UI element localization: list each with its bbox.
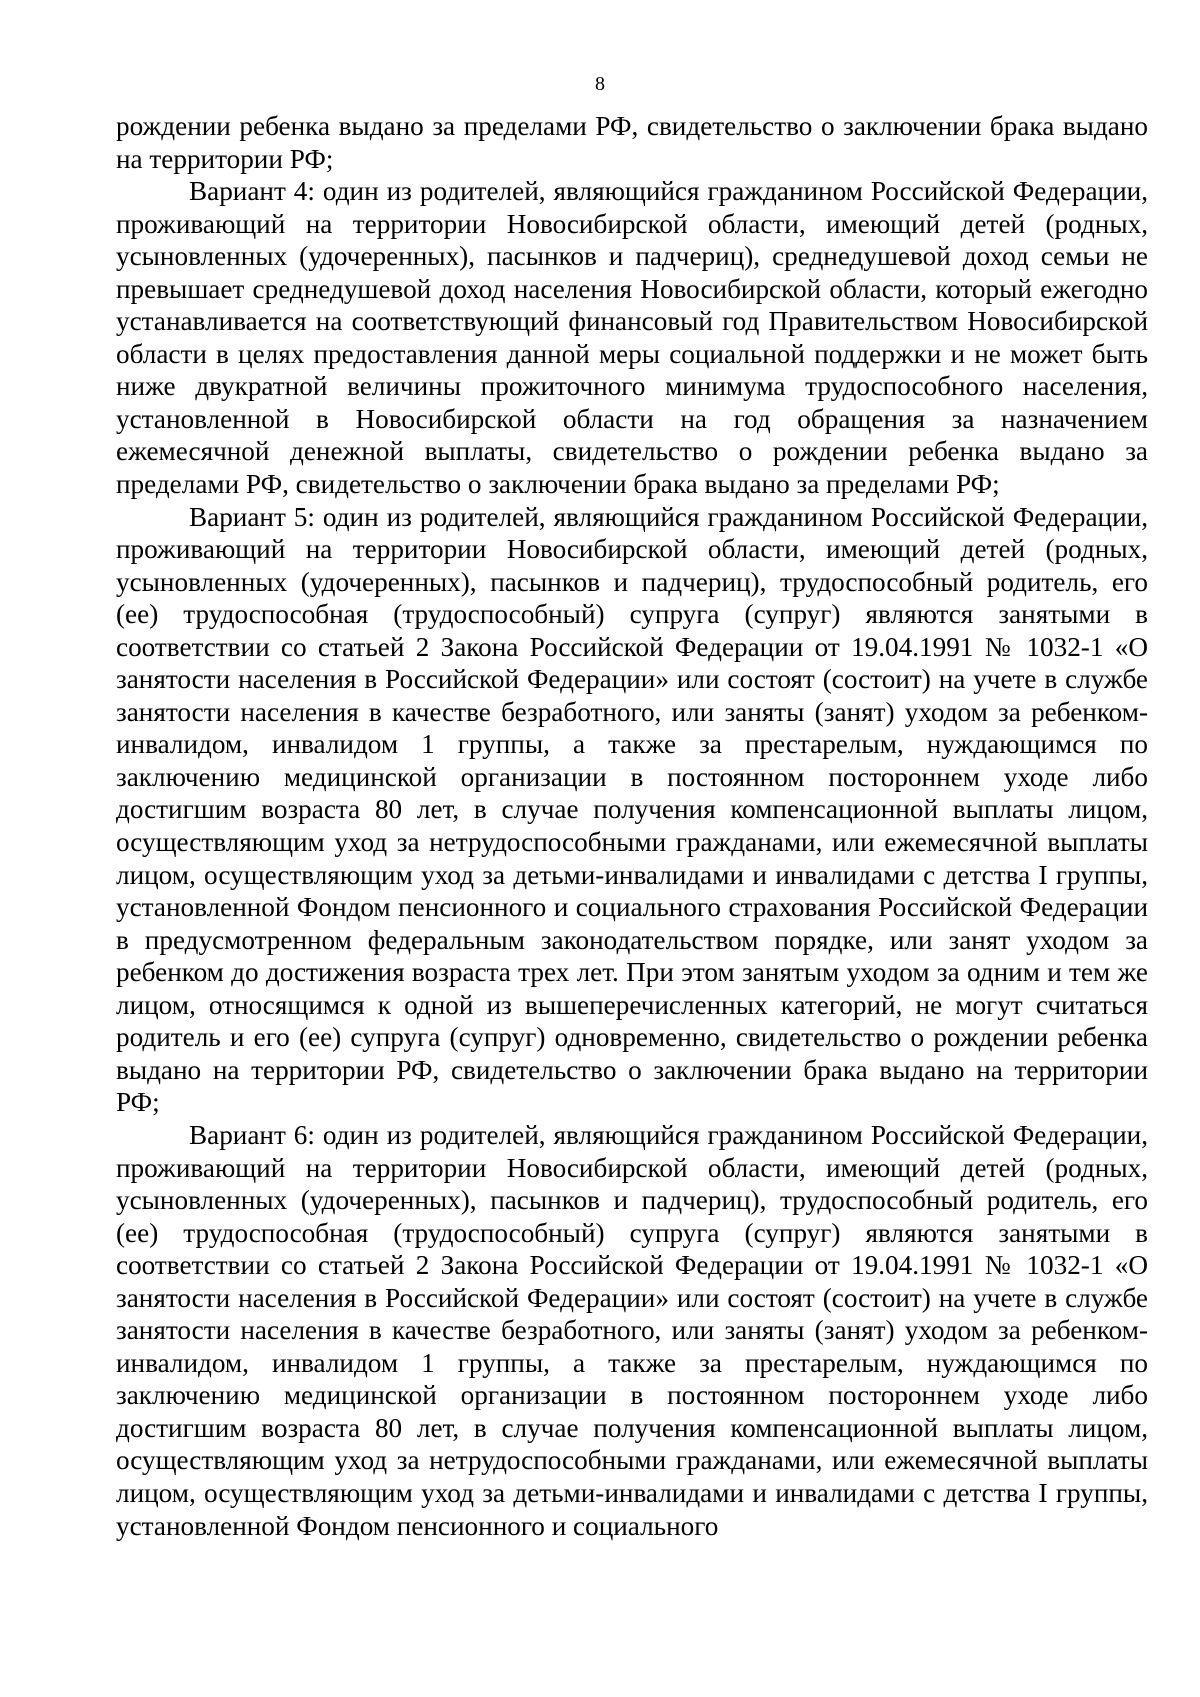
page-number: 8 (595, 73, 605, 95)
paragraph-continuation: рождении ребенка выдано за пределами РФ, свидетельство о заключении брака выдано на территории РФ; (116, 111, 1148, 174)
paragraph-variant-6: Вариант 6: один из родителей, являющийся гражданином Российской Федерации, проживающий на территории Новосибирской области, имеющий детей (родных, усыновленных (удочеренных), пасынков и падчериц), трудоспособный родитель, его (ее) трудоспособная (трудоспособный) супруга (супруг) являются занятыми в соответствии со статьей 2 Закона Российской Федерации от 19.04.1991 № 1032-1 «О занятости населения в Российской Федерации» или состоят (состоит) на учете в службе занятости населения в качестве безработного, или заняты (занят) уходом за ребенком-инвалидом, инвалидом 1 группы, а также за престарелым, нуждающимся по заключению медицинской организации в постоянном постороннем уходе либо достигшим возраста 80 лет, в случае получения компенсационной выплаты лицом, осуществляющим уход за нетрудоспособными гражданами, или ежемесячной выплаты лицом, осуществляющим уход за детьми-инвалидами и инвалидами с детства I группы, установленной Фондом пенсионного и социального (116, 1119, 1148, 1541)
paragraph-variant-5: Вариант 5: один из родителей, являющийся гражданином Российской Федерации, проживающий на территории Новосибирской области, имеющий детей (родных, усыновленных (удочеренных), пасынков и падчериц), трудоспособный родитель, его (ее) трудоспособная (трудоспособный) супруга (супруг) являются занятыми в соответствии со статьей 2 Закона Российской Федерации от 19.04.1991 № 1032-1 «О занятости населения в Российской Федерации» или состоят (состоит) на учете в службе занятости населения в качестве безработного, или заняты (занят) уходом за ребенком-инвалидом, инвалидом 1 группы, а также за престарелым, нуждающимся по заключению медицинской организации в постоянном постороннем уходе либо достигшим возраста 80 лет, в случае получения компенсационной выплаты лицом, осуществляющим уход за нетрудоспособными гражданами, или ежемесячной выплаты лицом, осуществляющим уход за детьми-инвалидами и инвалидами с детства I группы, установленной Фондом пенсионного и социального страхования Российской Федерации в предусмотренном федеральным законодательством порядке, или занят уходом за ребенком до достижения возраста трех лет. При этом занятым уходом за одним и тем же лицом, относящимся к одной из вышеперечисленных категорий, не могут считаться родитель и его (ее) супруга (супруг) одновременно, свидетельство о рождении ребенка выдано на территории РФ, свидетельство о заключении брака выдано на территории РФ; (116, 501, 1148, 1118)
paragraph-variant-4: Вариант 4: один из родителей, являющийся гражданином Российской Федерации, проживающий на территории Новосибирской области, имеющий детей (родных, усыновленных (удочеренных), пасынков и падчериц), среднедушевой доход семьи не превышает среднедушевой доход населения Новосибирской области, который ежегодно устанавливается на соответствующий финансовый год Правительством Новосибирской области в целях предоставления данной меры социальной поддержки и не может быть ниже двукратной величины прожиточного минимума трудоспособного населения, установленной в Новосибирской области на год обращения за назначением ежемесячной денежной выплаты, свидетельство о рождении ребенка выдано за пределами РФ, свидетельство о заключении брака выдано за пределами РФ; (116, 176, 1148, 500)
document-body (116, 110, 1148, 1542)
